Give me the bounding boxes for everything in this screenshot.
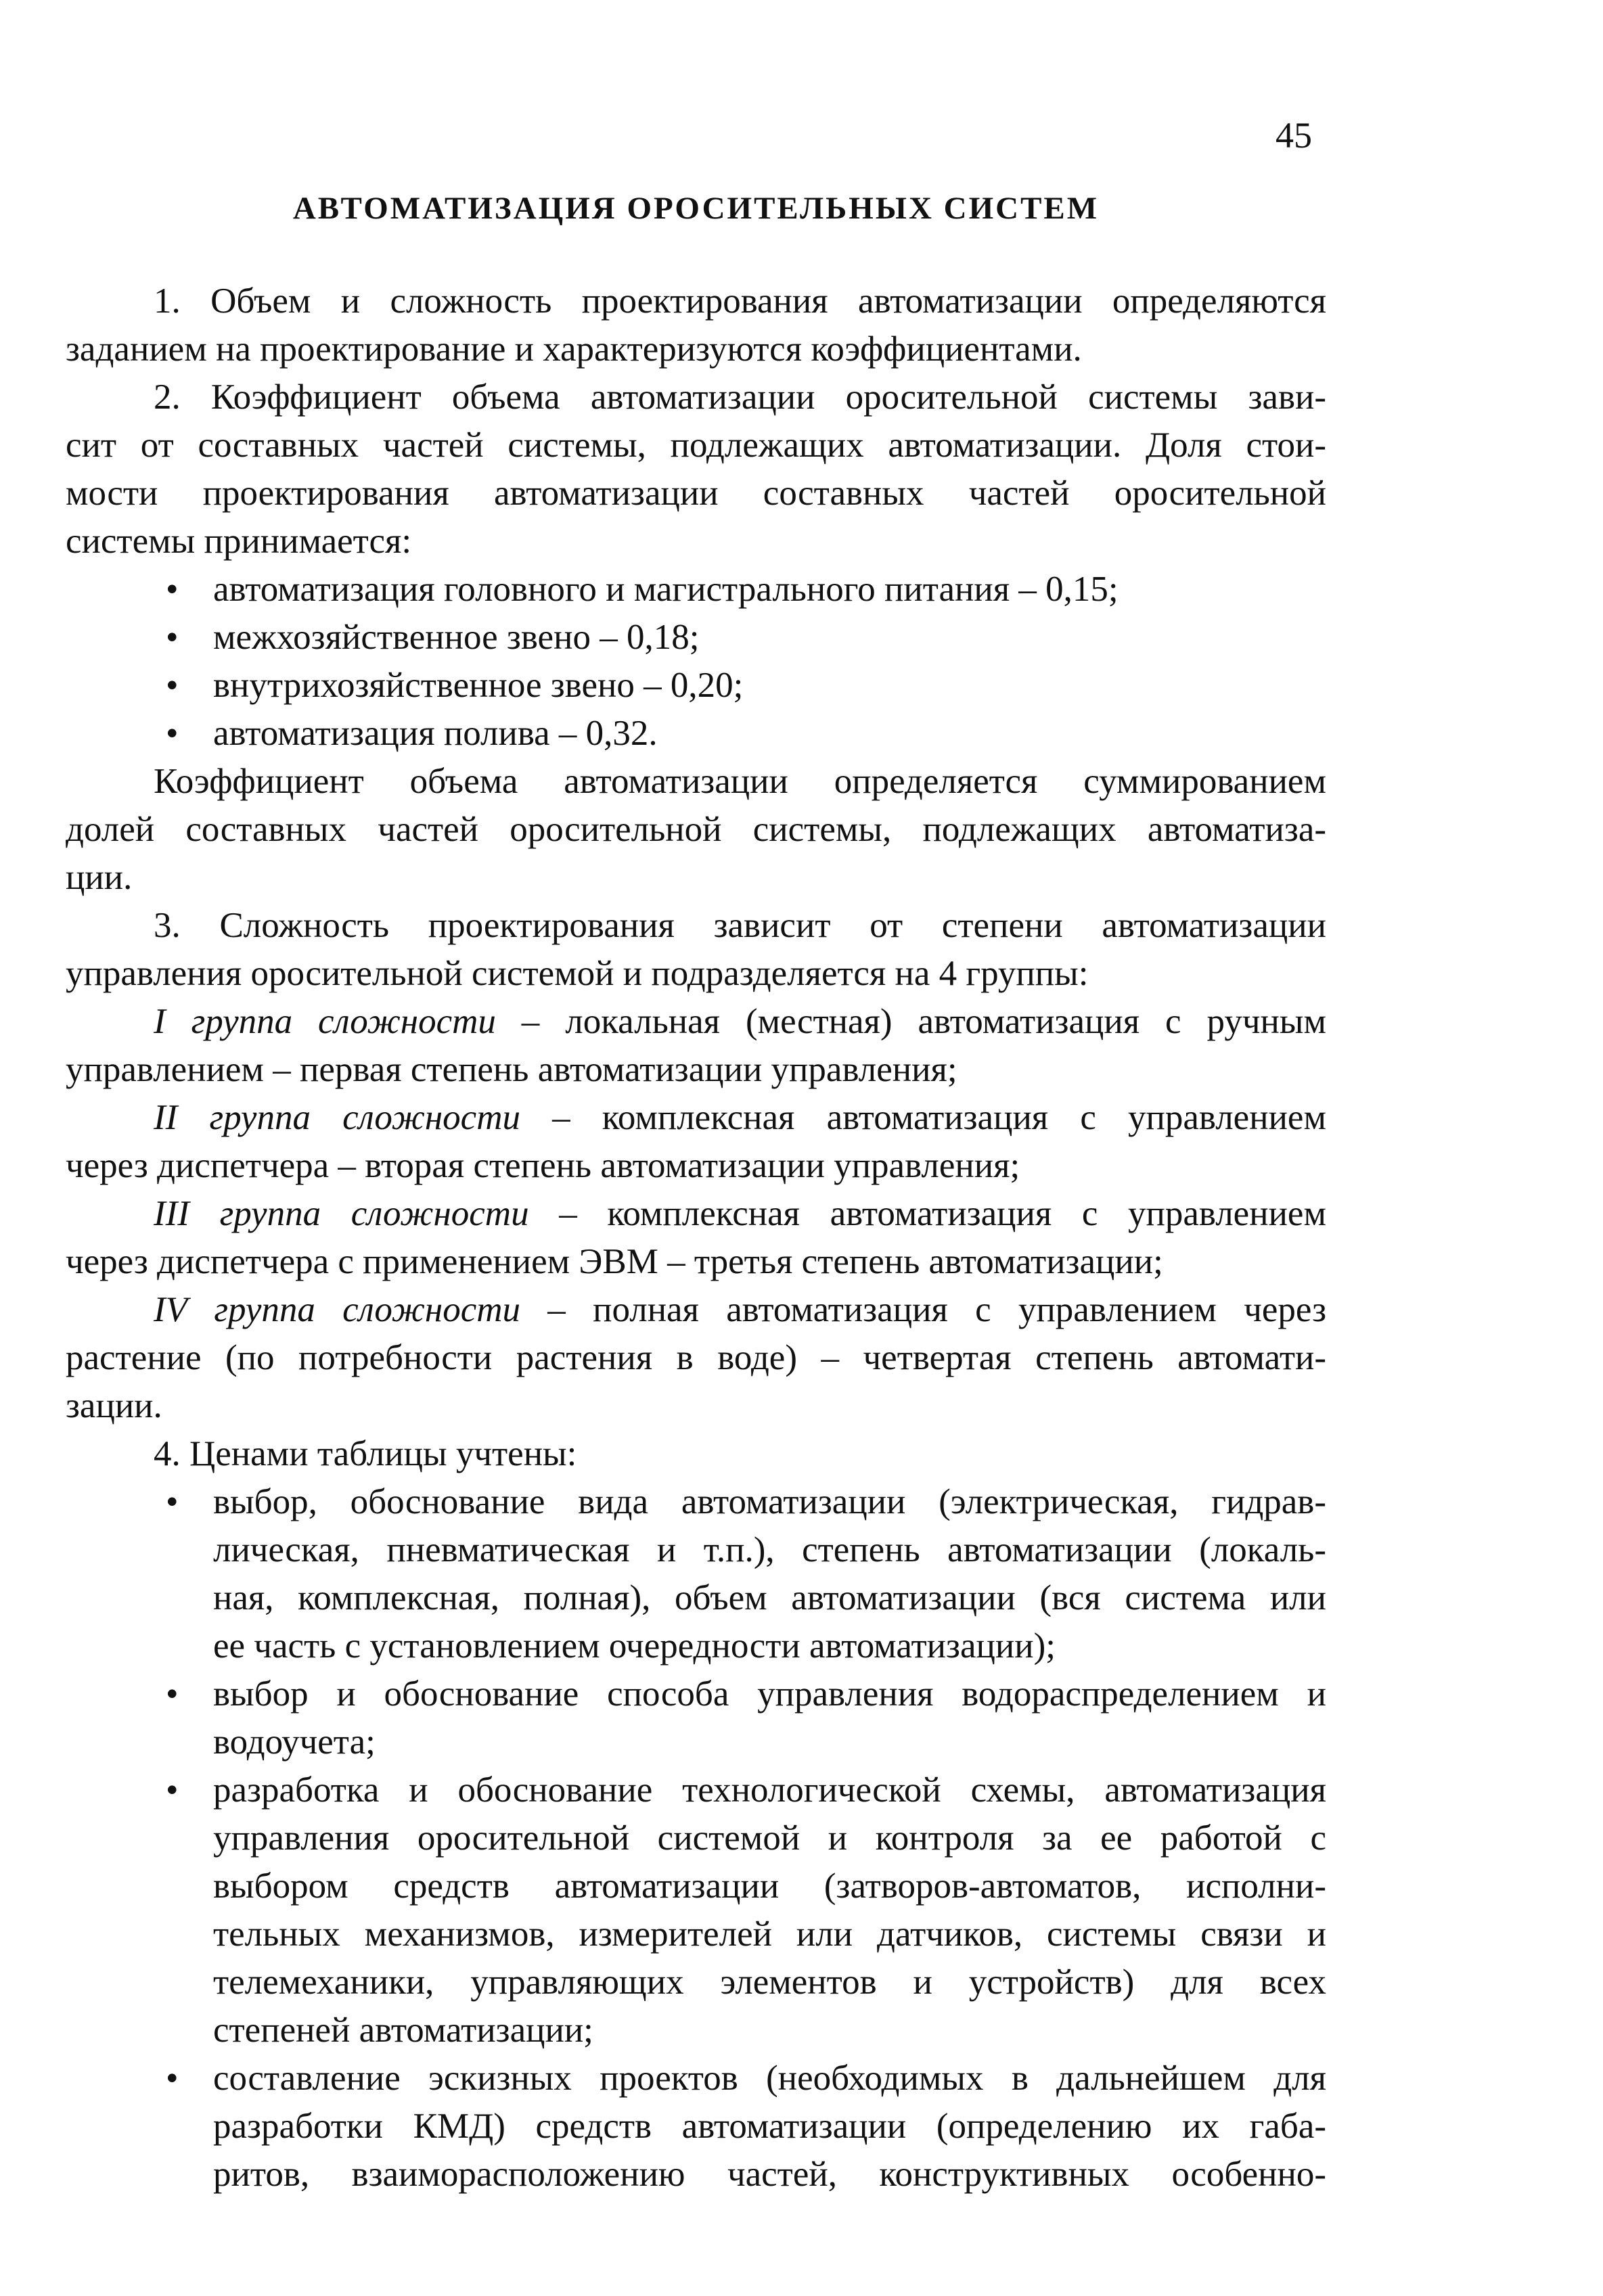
line-text: заданием на проектирование и характеризуются коэффициентами. — [66, 329, 1082, 369]
line-text: внутрихозяйственное звено – 0,20; — [213, 666, 744, 705]
text-line — [66, 1670, 1326, 1718]
text-line — [66, 1430, 1326, 1478]
text-line — [66, 373, 1326, 421]
line-text: через диспетчера с применением ЭВМ – третья степень автоматизации; — [66, 1242, 1163, 1281]
text-line — [66, 277, 1326, 325]
group-label: II группа сложности — [154, 1098, 520, 1137]
section-title: АВТОМАТИЗАЦИЯ ОРОСИТЕЛЬНЫХ СИСТЕМ — [292, 191, 1100, 226]
bullet-icon: • — [166, 2059, 179, 2098]
text-line — [66, 1622, 1326, 1670]
bullet-item — [66, 710, 1326, 758]
line-text: лическая, пневматическая и т.п.), степень автоматизации (локаль- — [213, 1530, 1326, 1569]
complexity-group — [66, 1286, 1326, 1430]
text-line — [66, 662, 1326, 710]
text-line — [66, 758, 1326, 806]
text-line — [66, 614, 1326, 662]
text-line — [66, 1718, 1326, 1766]
text-line — [66, 2006, 1326, 2054]
bullet-item — [66, 2054, 1326, 2199]
bullet-item — [66, 566, 1326, 614]
paragraph — [66, 373, 1326, 566]
line-text: степеней автоматизации; — [213, 2011, 593, 2050]
group-label: III группа сложности — [154, 1194, 529, 1233]
text-line — [66, 1862, 1326, 1910]
bullet-item — [66, 1766, 1326, 2054]
line-text: – полная автоматизация с управлением через — [520, 1290, 1326, 1329]
line-text: межхозяйственное звено – 0,18; — [213, 618, 700, 657]
line-text: управлением – первая степень автоматизации управления; — [66, 1050, 957, 1089]
text-line — [66, 421, 1326, 469]
group-label: I группа сложности — [154, 1002, 496, 1041]
text-line — [66, 1766, 1326, 1814]
line-text: составление эскизных проектов (необходимых в дальнейшем для — [213, 2059, 1326, 2098]
text-line — [66, 1334, 1326, 1382]
paragraph — [66, 758, 1326, 902]
text-line — [66, 518, 1326, 566]
line-text: 3. Сложность проектирования зависит от степени автоматизации — [154, 906, 1326, 945]
line-text: 4. Ценами таблицы учтены: — [154, 1434, 577, 1473]
paragraph — [66, 902, 1326, 998]
line-text: выбор, обоснование вида автоматизации (электрическая, гидрав- — [213, 1482, 1326, 1521]
line-text: – комплексная автоматизация с управлением — [528, 1194, 1326, 1233]
line-text: ритов, взаиморасположению частей, конструктивных особенно- — [213, 2155, 1326, 2194]
bullet-icon: • — [166, 570, 179, 609]
bullet-icon: • — [166, 1770, 179, 1810]
line-text: выбором средств автоматизации (затворов-автоматов, исполни- — [213, 1866, 1326, 1906]
text-line — [66, 2103, 1326, 2151]
line-text: телемеханики, управляющих элементов и устройств) для всех — [213, 1962, 1326, 2002]
line-text: Коэффициент объема автоматизации определяется суммированием — [154, 762, 1326, 801]
line-text: управления оросительной системой и контроля за ее работой с — [213, 1818, 1326, 1858]
line-text: мости проектирования автоматизации составных частей оросительной — [66, 474, 1326, 513]
text-line — [66, 1382, 1326, 1430]
text-line — [66, 1286, 1326, 1334]
document-body — [66, 277, 1326, 2199]
text-line — [66, 1094, 1326, 1142]
text-line — [66, 1478, 1326, 1526]
text-line — [66, 902, 1326, 950]
bullet-icon: • — [166, 714, 179, 753]
line-text: автоматизация головного и магистрального питания – 0,15; — [213, 570, 1119, 609]
bullet-icon: • — [166, 1482, 179, 1521]
bullet-icon: • — [166, 1674, 179, 1714]
paragraph — [66, 277, 1326, 373]
group-label: IV группа сложности — [154, 1290, 520, 1329]
text-line — [66, 2151, 1326, 2199]
text-line — [66, 710, 1326, 758]
text-line — [66, 950, 1326, 998]
line-text: долей составных частей оросительной системы, подлежащих автоматиза- — [66, 810, 1326, 849]
line-text: 1. Объем и сложность проектирования автоматизации определяются — [154, 281, 1326, 321]
text-line — [66, 1526, 1326, 1574]
text-line — [66, 854, 1326, 902]
text-line — [66, 566, 1326, 614]
bullet-item — [66, 662, 1326, 710]
text-line — [66, 1142, 1326, 1190]
line-text: автоматизация полива – 0,32. — [213, 714, 658, 753]
text-line — [66, 998, 1326, 1046]
complexity-group — [66, 998, 1326, 1094]
text-line — [66, 1190, 1326, 1238]
line-text: ная, комплексная, полная), объем автоматизации (вся система или — [213, 1578, 1326, 1617]
line-text: 2. Коэффициент объема автоматизации оросительной системы зави- — [154, 377, 1326, 417]
line-text: через диспетчера – вторая степень автоматизации управления; — [66, 1146, 1020, 1185]
line-text: сит от составных частей системы, подлежащих автоматизации. Доля стои- — [66, 426, 1326, 465]
line-text: тельных механизмов, измерителей или датчиков, системы связи и — [213, 1914, 1326, 1954]
line-text: управления оросительной системой и подразделяется на 4 группы: — [66, 954, 1089, 993]
complexity-group — [66, 1094, 1326, 1190]
line-text: растение (по потребности растения в воде) – четвертая степень автомати- — [66, 1338, 1326, 1377]
text-line — [66, 1046, 1326, 1094]
text-line — [66, 325, 1326, 373]
line-text: разработки КМД) средств автоматизации (определению их габа- — [213, 2107, 1326, 2146]
line-text: зации. — [66, 1386, 162, 1425]
line-text: ее часть с установлением очередности автоматизации); — [213, 1626, 1056, 1666]
line-text: ции. — [66, 858, 133, 897]
bullet-item — [66, 614, 1326, 662]
text-line — [66, 1238, 1326, 1286]
bullet-icon: • — [166, 618, 179, 657]
text-line — [66, 469, 1326, 518]
page-number: 45 — [1275, 115, 1312, 156]
bullet-item — [66, 1670, 1326, 1766]
line-text: – локальная (местная) автоматизация с ручным — [495, 1002, 1326, 1041]
text-line — [66, 2054, 1326, 2103]
line-text: водоучета; — [213, 1722, 376, 1762]
text-line — [66, 1958, 1326, 2006]
line-text: системы принимается: — [66, 522, 412, 561]
bullet-item — [66, 1478, 1326, 1670]
paragraph — [66, 1430, 1326, 1478]
complexity-group — [66, 1190, 1326, 1286]
bullet-icon: • — [166, 666, 179, 705]
line-text: разработка и обоснование технологической схемы, автоматизация — [213, 1770, 1326, 1810]
text-line — [66, 806, 1326, 854]
line-text: выбор и обоснование способа управления водораспределением и — [213, 1674, 1326, 1714]
text-line — [66, 1910, 1326, 1958]
text-line — [66, 1814, 1326, 1862]
line-text: – комплексная автоматизация с управлением — [520, 1098, 1326, 1137]
text-line — [66, 1574, 1326, 1622]
